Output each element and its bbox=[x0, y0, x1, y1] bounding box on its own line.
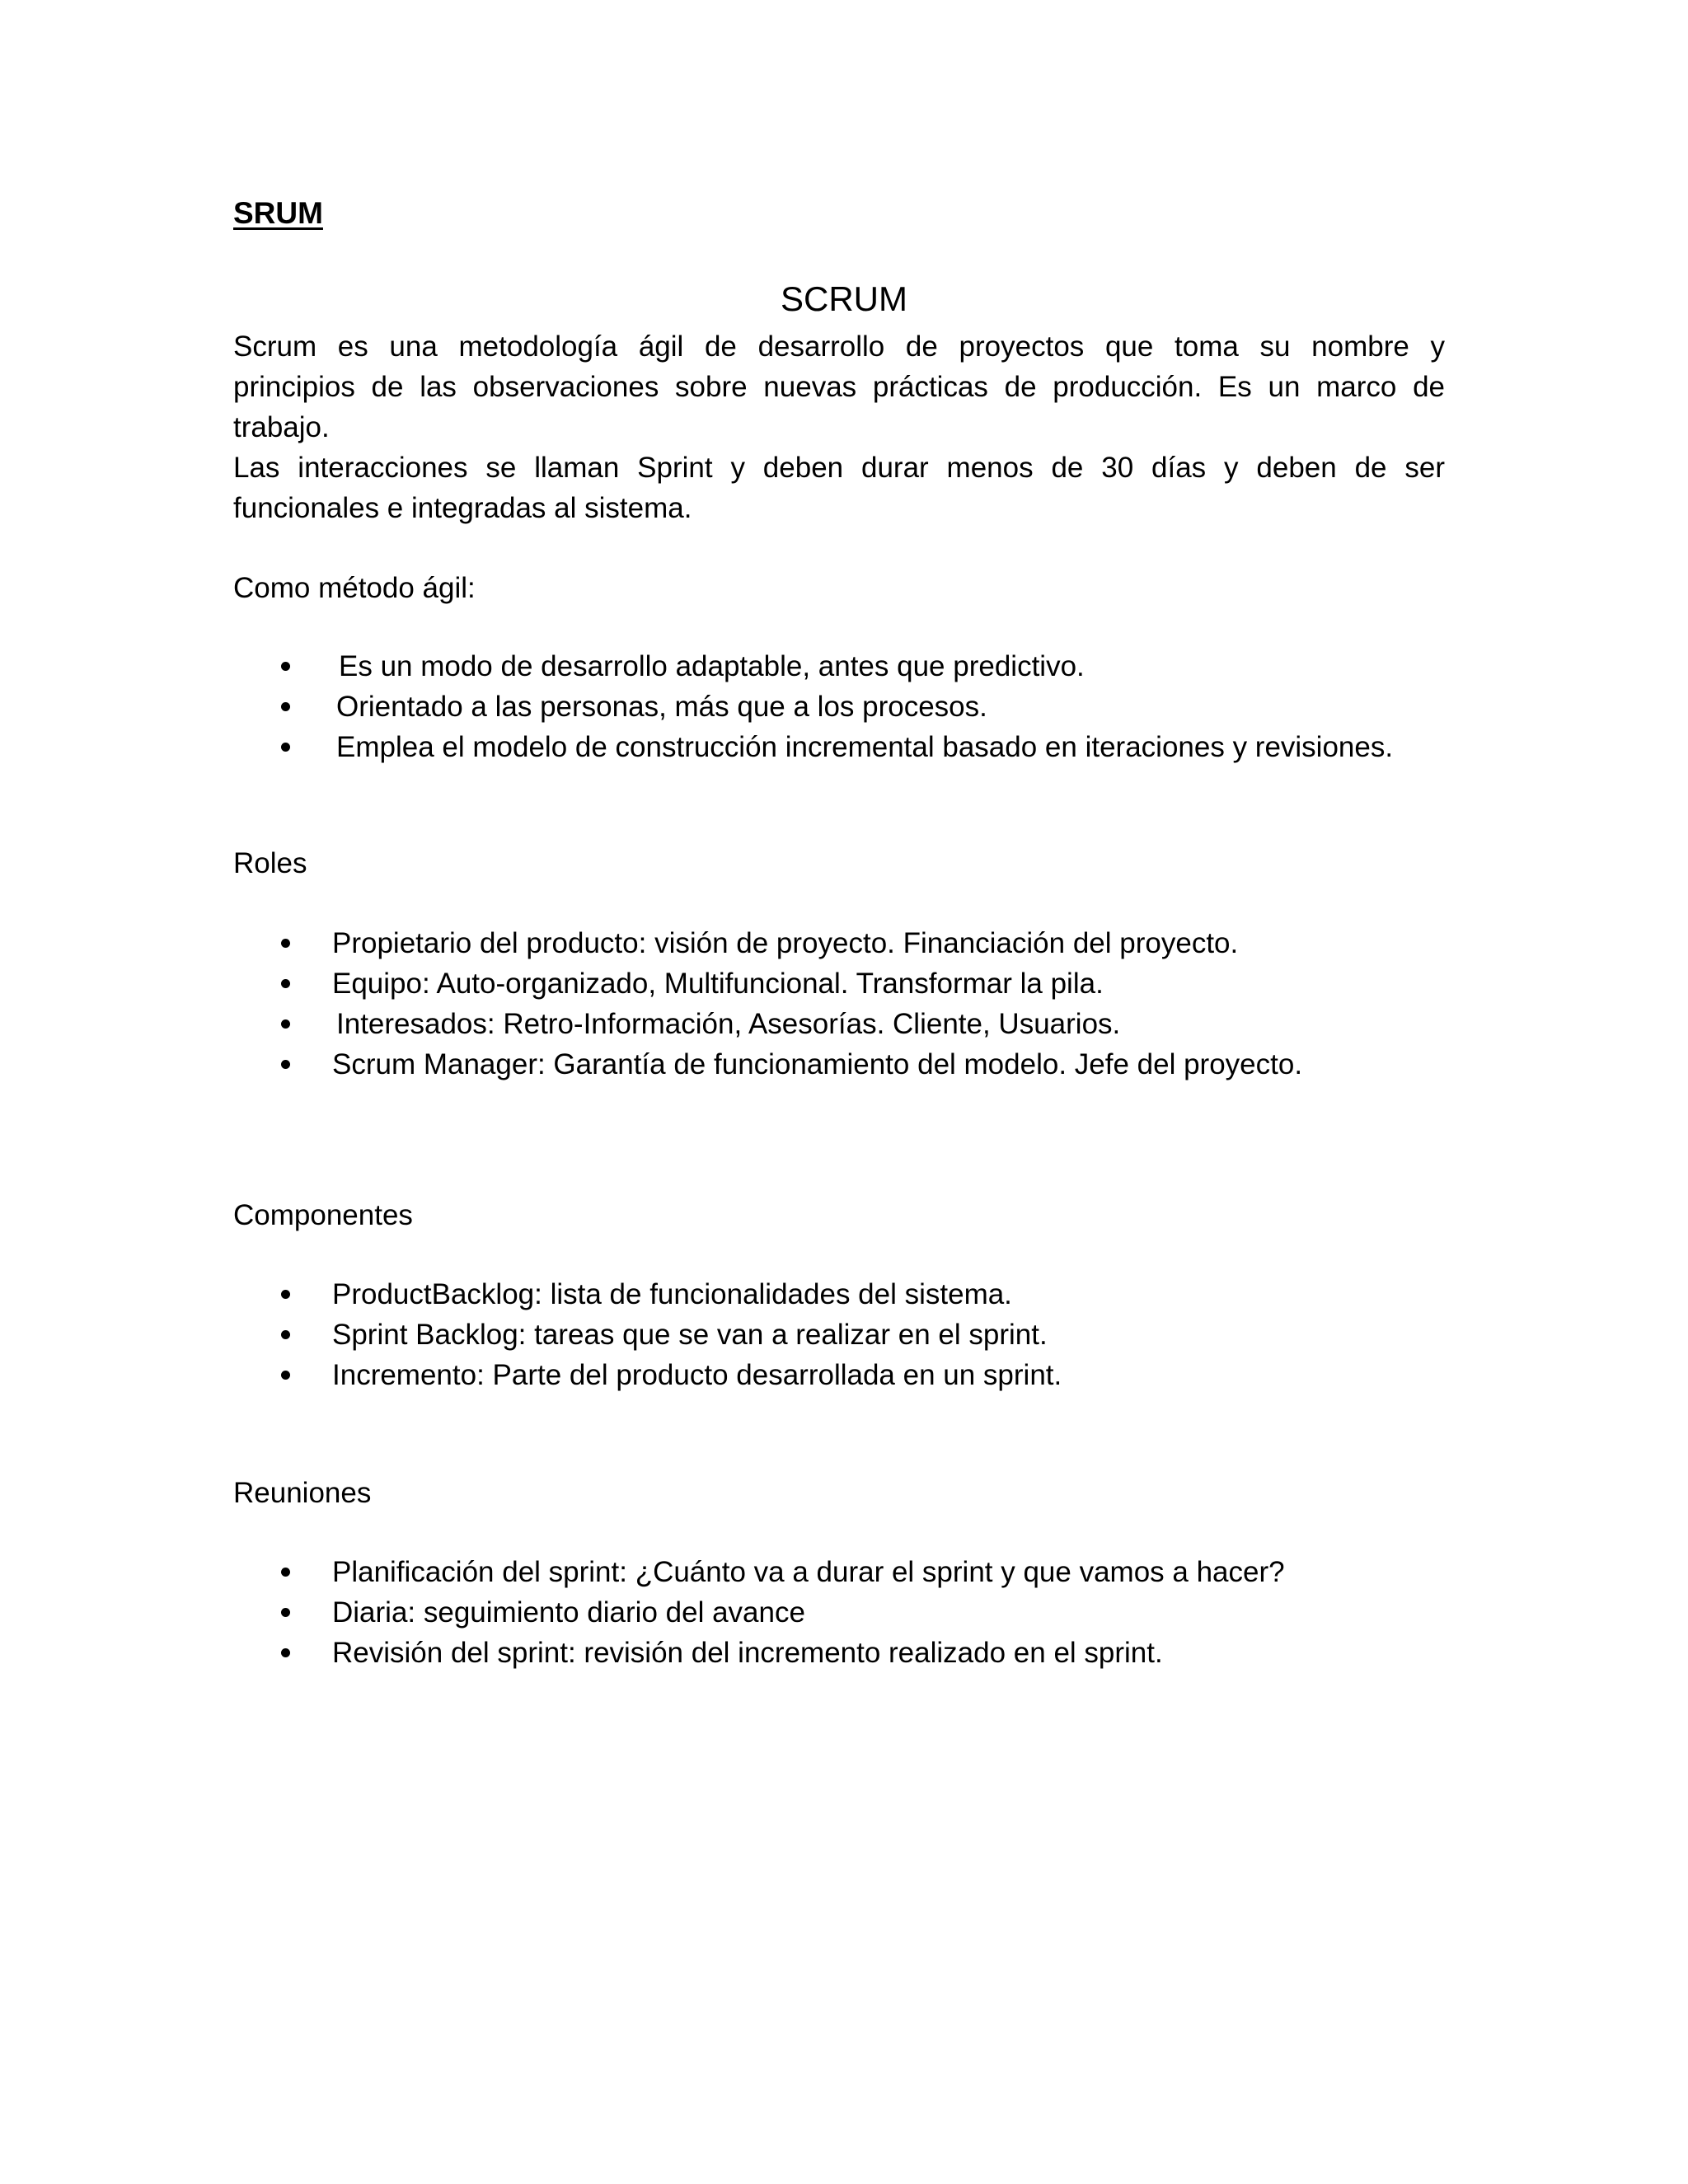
agile-section-label: Como método ágil: bbox=[233, 572, 476, 604]
meetings-list bbox=[0, 1552, 1688, 1673]
components-section-label: Componentes bbox=[233, 1199, 413, 1231]
list-item bbox=[0, 1044, 1688, 1085]
list-item bbox=[0, 1633, 1688, 1673]
bullet-icon bbox=[281, 1019, 290, 1029]
list-item-text: Scrum Manager: Garantía de funcionamiento del modelo. Jefe del proyecto. bbox=[332, 1048, 1303, 1080]
bullet-icon bbox=[281, 1290, 290, 1299]
bullet-icon bbox=[281, 939, 290, 948]
list-item bbox=[0, 646, 1688, 687]
bullet-icon bbox=[281, 1568, 290, 1577]
list-item bbox=[0, 923, 1688, 963]
intro-line: principios de las observaciones sobre nuevas prácticas de producción. Es un marco de bbox=[233, 371, 1445, 403]
bullet-icon bbox=[281, 1060, 290, 1069]
document-heading: SRUM bbox=[233, 196, 323, 230]
list-item-text: Interesados: Retro-Información, Asesorías. Cliente, Usuarios. bbox=[336, 1008, 1121, 1040]
list-item-text: Propietario del producto: visión de proyecto. Financiación del proyecto. bbox=[332, 927, 1239, 959]
list-item bbox=[0, 1355, 1688, 1395]
list-item bbox=[0, 1552, 1688, 1592]
list-item-text: Es un modo de desarrollo adaptable, antes que predictivo. bbox=[339, 650, 1085, 682]
list-item bbox=[0, 963, 1688, 1004]
list-item-text: ProductBacklog: lista de funcionalidades del sistema. bbox=[332, 1278, 1012, 1310]
list-item bbox=[0, 1592, 1688, 1633]
bullet-icon bbox=[281, 1371, 290, 1380]
roles-list bbox=[0, 923, 1688, 1085]
components-list bbox=[0, 1274, 1688, 1395]
list-item bbox=[0, 1315, 1688, 1355]
list-item bbox=[0, 1274, 1688, 1315]
bullet-icon bbox=[281, 1608, 290, 1617]
bullet-icon bbox=[281, 1330, 290, 1339]
list-item bbox=[0, 687, 1688, 727]
list-item-text: Diaria: seguimiento diario del avance bbox=[332, 1596, 805, 1629]
roles-section-label: Roles bbox=[233, 847, 307, 879]
intro-line: trabajo. bbox=[233, 411, 330, 443]
list-item bbox=[0, 727, 1688, 767]
list-item-text: Orientado a las personas, más que a los procesos. bbox=[336, 691, 987, 723]
intro-line: funcionales e integradas al sistema. bbox=[233, 492, 692, 524]
list-item-text: Emplea el modelo de construcción incremental basado en iteraciones y revisiones. bbox=[336, 731, 1394, 763]
document-title: SCRUM bbox=[781, 279, 907, 318]
bullet-icon bbox=[281, 662, 290, 671]
list-item-text: Revisión del sprint: revisión del incremento realizado en el sprint. bbox=[332, 1637, 1163, 1669]
intro-line: Scrum es una metodología ágil de desarrollo de proyectos que toma su nombre y bbox=[233, 330, 1445, 363]
list-item bbox=[0, 1004, 1688, 1044]
intro-line: Las interacciones se llaman Sprint y deben durar menos de 30 días y deben de ser bbox=[233, 452, 1445, 484]
list-item-text: Sprint Backlog: tareas que se van a realizar en el sprint. bbox=[332, 1319, 1048, 1351]
bullet-icon bbox=[281, 979, 290, 988]
list-item-text: Planificación del sprint: ¿Cuánto va a durar el sprint y que vamos a hacer? bbox=[332, 1556, 1285, 1588]
meetings-section-label: Reuniones bbox=[233, 1477, 372, 1509]
list-item-text: Incremento: Parte del producto desarrollada en un sprint. bbox=[332, 1359, 1062, 1391]
bullet-icon bbox=[281, 1648, 290, 1657]
bullet-icon bbox=[281, 743, 290, 752]
agile-list bbox=[0, 646, 1688, 767]
bullet-icon bbox=[281, 702, 290, 711]
list-item-text: Equipo: Auto-organizado, Multifuncional. Transformar la pila. bbox=[332, 968, 1104, 1000]
